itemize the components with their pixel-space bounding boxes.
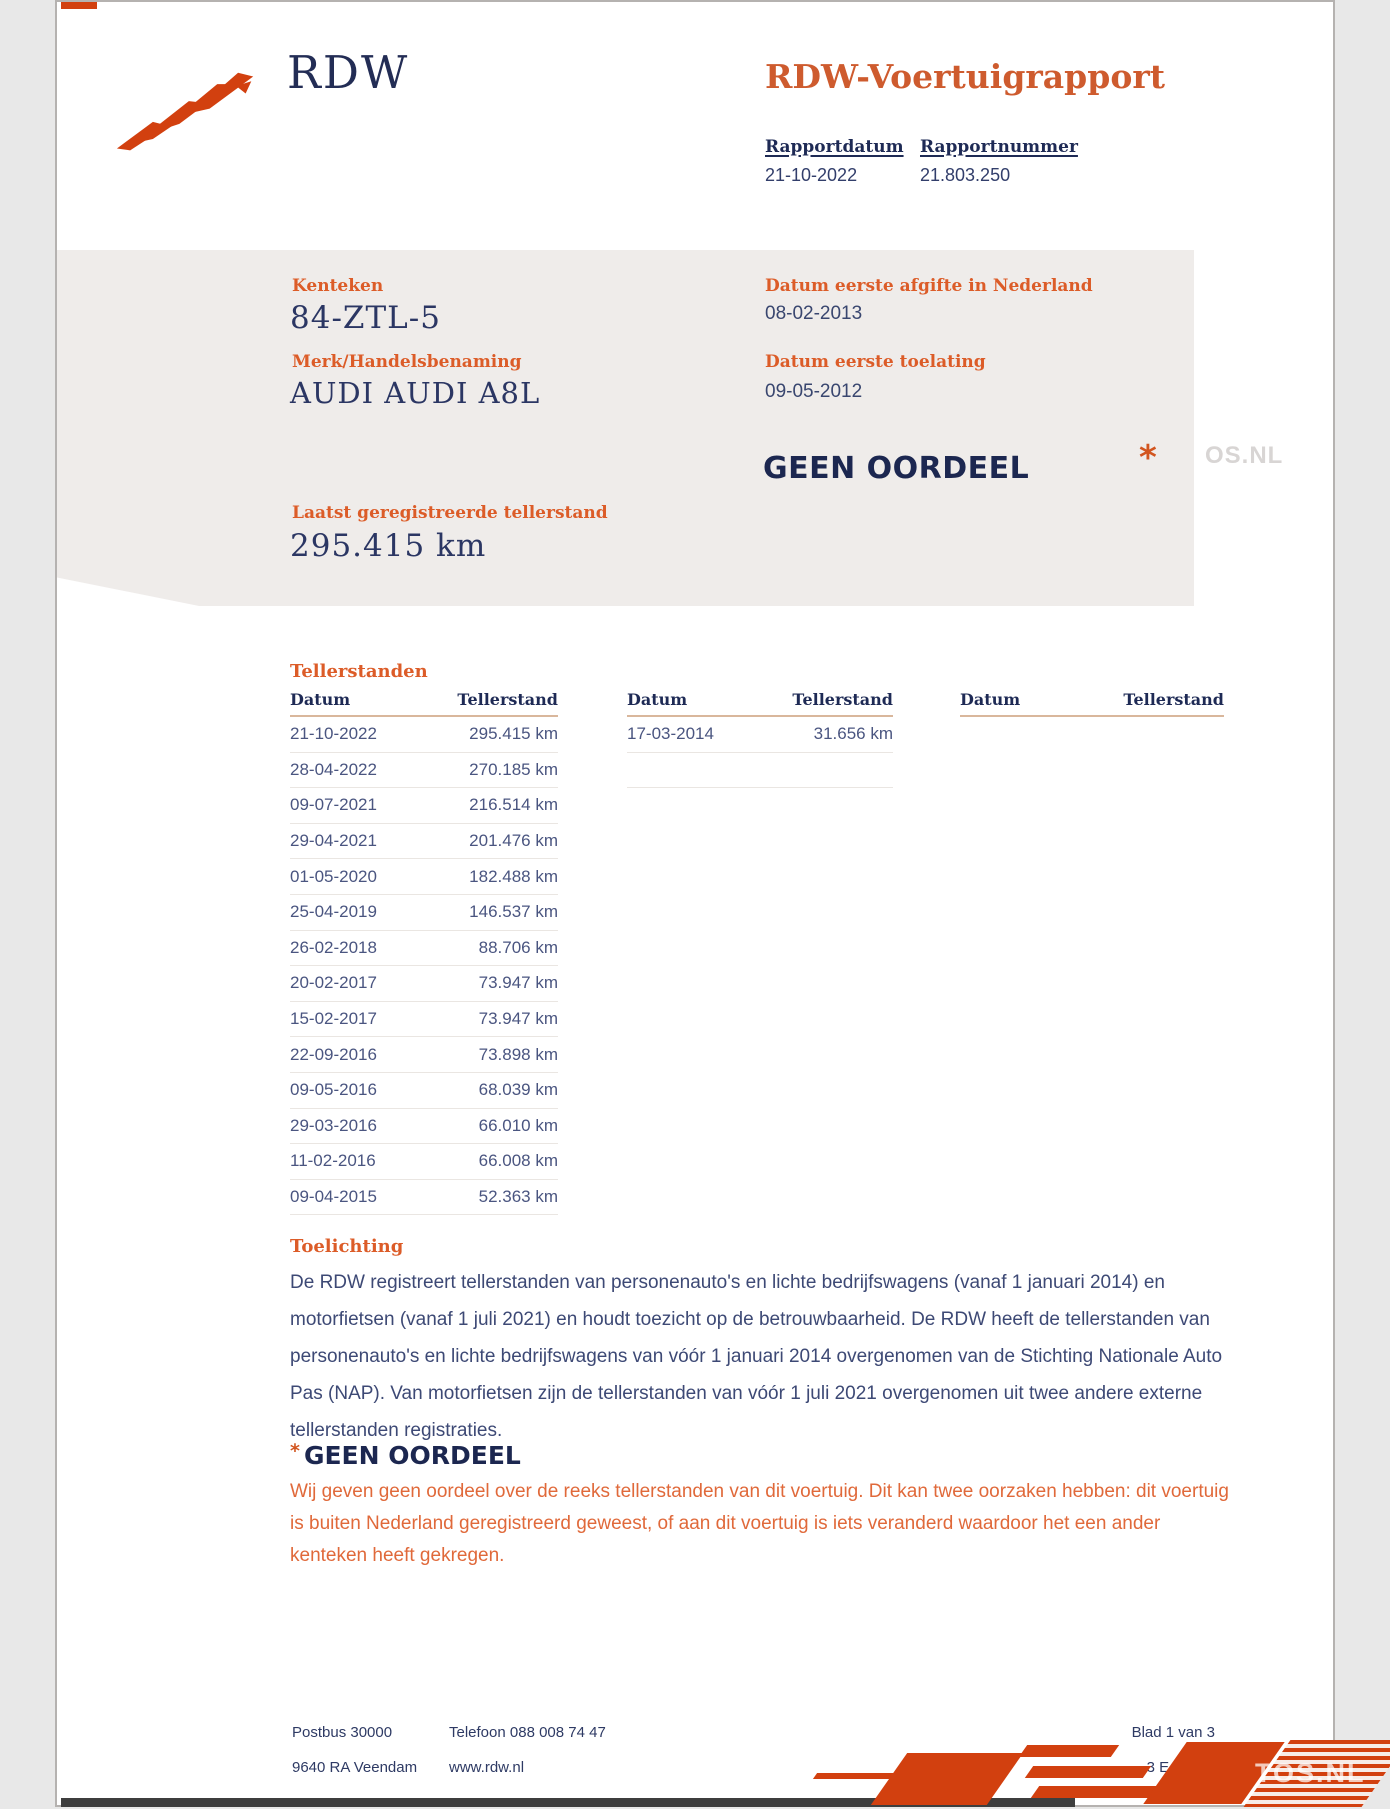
row-date: 09-04-2015 xyxy=(290,1187,377,1207)
table-row xyxy=(290,1144,558,1180)
report-number-value: 21.803.250 xyxy=(920,165,1011,185)
merk-value: AUDI AUDI A8L xyxy=(290,376,541,410)
table-row xyxy=(290,966,558,1002)
row-value: 73.947 km xyxy=(478,1009,558,1029)
toelating-value: 09-05-2012 xyxy=(765,381,863,402)
footer-address-line1: Postbus 30000 xyxy=(292,1724,393,1741)
note-heading-text: GEEN OORDEEL xyxy=(303,1441,521,1470)
table-row xyxy=(627,753,893,789)
row-date: 01-05-2020 xyxy=(290,866,377,886)
verdict-note-heading xyxy=(290,1440,521,1470)
report-date-label: Rapportdatum xyxy=(765,137,904,157)
table-header xyxy=(627,690,893,717)
row-value: 31.656 km xyxy=(813,724,893,744)
kenteken-label: Kenteken xyxy=(292,276,384,296)
table-row xyxy=(290,1109,558,1145)
table-row xyxy=(290,1037,558,1073)
row-value: 73.898 km xyxy=(478,1044,558,1064)
column-header-datum: Datum xyxy=(290,690,351,709)
row-date: 09-05-2016 xyxy=(290,1080,377,1100)
row-date: 21-10-2022 xyxy=(290,724,377,744)
row-date: 22-09-2016 xyxy=(290,1044,377,1064)
row-value: 66.010 km xyxy=(478,1115,558,1135)
row-value: 270.185 km xyxy=(469,759,558,779)
table-header xyxy=(960,690,1224,717)
tellerstanden-column-3 xyxy=(960,690,1224,717)
row-date: 11-02-2016 xyxy=(290,1151,376,1171)
row-date: 17-03-2014 xyxy=(627,724,714,744)
table-header xyxy=(290,690,558,717)
footer-page-indicator: Blad 1 van 3 xyxy=(1131,1724,1215,1741)
footer-address-line2: 9640 RA Veendam xyxy=(292,1759,418,1776)
toelichting-body: De RDW registreert tellerstanden van personenauto's en lichte bedrijfswagens (vanaf 1 januari 2014) en motorfietsen (vanaf 1 juli 2021) en houdt toezicht op de betrouwbaarheid. De RDW heeft de tellerstanden van personenauto's en lichte bedrijfswagens van vóór 1 januari 2014 overgenomen van de Stichting Nationale Auto Pas (NAP). Van motorfietsen zijn de tellerstanden van vóór 1 juli 2021 overgenomen uit twee andere externe tellerstanden registraties. xyxy=(290,1272,1223,1441)
tellerstanden-column-2 xyxy=(627,690,893,788)
row-value: 146.537 km xyxy=(469,902,558,922)
logo-wordmark: RDW xyxy=(287,46,410,99)
afgifte-value: 08-02-2013 xyxy=(765,303,863,324)
table-row xyxy=(290,824,558,860)
table-row xyxy=(290,895,558,931)
table-row xyxy=(290,788,558,824)
laatste-tellerstand-value: 295.415 km xyxy=(290,528,487,564)
row-value: 295.415 km xyxy=(469,724,558,744)
summary-panel xyxy=(57,250,1194,606)
kenteken-value: 84-ZTL-5 xyxy=(290,300,441,336)
row-date: 15-02-2017 xyxy=(290,1009,377,1029)
table-row xyxy=(290,1002,558,1038)
verdict-note-body: Wij geven geen oordeel over de reeks tellerstanden van dit voertuig. Dit kan twee oorzaken hebben: dit voertuig is buiten Nederland geregistreerd geweest, of aan dit voertuig is iets veranderd waardoor het een ander kenteken heeft gekregen. xyxy=(290,1481,1229,1566)
table-row xyxy=(290,1073,558,1109)
table-row xyxy=(290,931,558,967)
row-value: 52.363 km xyxy=(478,1187,558,1207)
row-date: 25-04-2019 xyxy=(290,902,377,922)
column-header-datum: Datum xyxy=(960,690,1021,709)
row-date: 26-02-2018 xyxy=(290,937,377,957)
verdict-text: GEEN OORDEEL xyxy=(763,451,1030,486)
toelichting-heading: Toelichting xyxy=(290,1236,404,1257)
row-value: 66.008 km xyxy=(478,1151,558,1171)
row-date: 29-04-2021 xyxy=(290,831,377,851)
top-edge-fragment xyxy=(61,2,97,9)
toelating-label: Datum eerste toelating xyxy=(765,352,986,372)
laatste-tellerstand-label: Laatst geregistreerde tellerstand xyxy=(292,503,608,523)
row-value: 182.488 km xyxy=(469,866,558,886)
afgifte-label: Datum eerste afgifte in Nederland xyxy=(765,276,1093,296)
footer-phone: Telefoon 088 008 74 47 xyxy=(449,1724,606,1741)
tellerstanden-column-1 xyxy=(290,690,558,1215)
report-number-label: Rapportnummer xyxy=(920,137,1078,157)
row-date: 28-04-2022 xyxy=(290,759,377,779)
footer-website: www.rdw.nl xyxy=(449,1759,525,1776)
row-value: 73.947 km xyxy=(478,973,558,993)
column-header-tellerstand: Tellerstand xyxy=(1123,690,1224,709)
merk-label: Merk/Handelsbenaming xyxy=(292,352,522,372)
row-date: 09-07-2021 xyxy=(290,795,377,815)
watermark-text: TOS.NL xyxy=(1255,1758,1366,1788)
row-date: 20-02-2017 xyxy=(290,973,377,993)
row-value: 88.706 km xyxy=(478,937,558,957)
column-header-tellerstand: Tellerstand xyxy=(457,690,558,709)
column-header-tellerstand: Tellerstand xyxy=(792,690,893,709)
column-header-datum: Datum xyxy=(627,690,688,709)
table-row xyxy=(627,717,893,753)
document-title: RDW-Voertuigrapport xyxy=(765,57,1165,96)
page xyxy=(55,0,1366,1807)
report-date-value: 21-10-2022 xyxy=(765,165,858,185)
tellerstanden-heading: Tellerstanden xyxy=(290,661,428,682)
watermark-text: OS.NL xyxy=(1205,442,1284,469)
row-value: 216.514 km xyxy=(469,795,558,815)
rdw-logo-icon xyxy=(115,54,257,152)
table-row xyxy=(290,1180,558,1216)
row-value: 201.476 km xyxy=(469,831,558,851)
table-row xyxy=(290,859,558,895)
row-value: 68.039 km xyxy=(478,1080,558,1100)
table-row xyxy=(290,717,558,753)
table-row xyxy=(290,753,558,789)
note-asterisk: * xyxy=(290,1440,300,1462)
row-date: 29-03-2016 xyxy=(290,1115,377,1135)
verdict-asterisk: * xyxy=(1139,438,1157,478)
